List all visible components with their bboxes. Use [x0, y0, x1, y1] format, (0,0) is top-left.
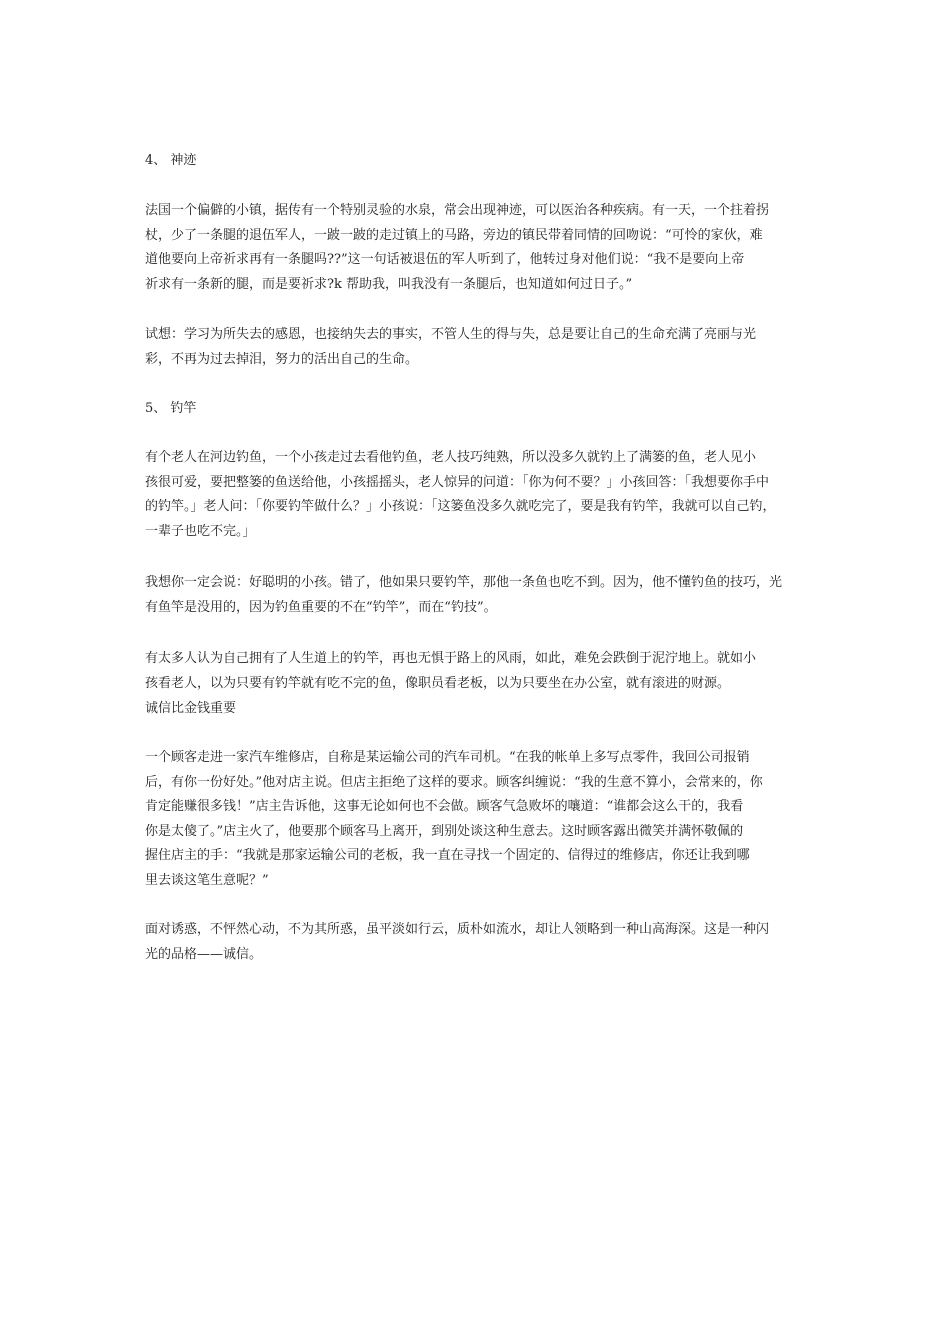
text-line: 一辈子也吃不完。」 — [145, 523, 256, 539]
paragraph-fishing-rod-lesson — [145, 647, 810, 696]
paragraph-miracle-reflection — [145, 323, 810, 372]
paragraph-fishing-rod-story — [145, 446, 810, 544]
paragraph-honesty-conclusion — [145, 918, 810, 967]
paragraph-fishing-rod-comment — [145, 571, 810, 620]
text-line: 里去谈这笔生意呢？” — [145, 872, 269, 888]
text-line: 有个老人在河边钓鱼，一个小孩走过去看他钓鱼，老人技巧纯熟，所以没多久就钓上了满篓的鱼，老人见小 — [145, 450, 757, 465]
text-line: 孩很可爱，要把整篓的鱼送给他，小孩摇摇头，老人惊异的问道：「你为何不要？」小孩回答：「我想要你手中 — [145, 474, 770, 490]
paragraph-miracle-story — [145, 199, 810, 297]
text-line: 肯定能赚很多钱！”店主告诉他，这事无论如何也不会做。顾客气急败坏的嚷道：“谁都会这么干的，我看 — [145, 799, 744, 815]
text-line: 握住店主的手：“我就是那家运输公司的老板，我一直在寻找一个固定的、信得过的维修店，你还让我到哪 — [145, 848, 750, 864]
section-heading-miracle: 4、 神迹 — [145, 153, 197, 168]
text-line: 后，有你一份好处。”他对店主说。但店主拒绝了这样的要求。顾客纠缠说：“我的生意不算小，会常来的，你 — [145, 774, 763, 790]
text-line: 我想你一定会说：好聪明的小孩。错了，他如果只要钓竿，那他一条鱼也吃不到。因为，他不懂钓鱼的技巧，光 — [145, 575, 783, 590]
text-line: 道他要向上帝祈求再有一条腿吗??”这一句话被退伍的军人听到了，他转过身对他们说：“我不是要向上帝 — [145, 252, 745, 268]
text-line: 的钓竿。」老人问：「你要钓竿做什么？」小孩说：「这篓鱼没多久就吃完了，要是我有钓竿，我就可以自己钓， — [145, 499, 776, 515]
text-line: 面对诱惑，不怦然心动，不为其所惑，虽平淡如行云，质朴如流水，却让人领略到一种山高海深。这是一种闪 — [145, 922, 770, 937]
text-line: 光的品格——诚信。 — [145, 946, 263, 962]
section-heading-honesty: 诚信比金钱重要 — [145, 701, 237, 716]
text-line: 有鱼竿是没用的，因为钓鱼重要的不在“钓竿”，而在“钓技”。 — [145, 599, 497, 615]
section-heading-fishing-rod: 5、 钓竿 — [145, 401, 197, 416]
paragraph-honesty-story — [145, 746, 810, 894]
text-line: 一个顾客走进一家汽车维修店，自称是某运输公司的汽车司机。“在我的帐单上多写点零件，我回公司报销 — [145, 750, 750, 765]
text-line: 彩，不再为过去掉泪，努力的活出自己的生命。 — [145, 351, 419, 367]
text-line: 法国一个偏僻的小镇，据传有一个特别灵验的水泉，常会出现神迹，可以医治各种疾病。有一天，一个拄着拐 — [145, 203, 770, 218]
text-line: 孩看老人，以为只要有钓竿就有吃不完的鱼，像职员看老板，以为只要坐在办公室，就有滚进的财源。 — [145, 675, 731, 691]
text-line: 祈求有一条新的腿，而是要祈求?k 帮助我，叫我没有一条腿后，也知道如何过日子。” — [145, 276, 633, 292]
text-line: 你是太傻了。”店主火了，他要那个顾客马上离开，到别处谈这种生意去。这时顾客露出微笑并满怀敬佩的 — [145, 823, 744, 839]
text-line: 有太多人认为自己拥有了人生道上的钓竿，再也无惧于路上的风雨，如此，难免会跌倒于泥泞地上。就如小 — [145, 651, 757, 666]
text-line: 试想：学习为所失去的感恩，也接纳失去的事实，不管人生的得与失，总是要让自己的生命充满了亮丽与光 — [145, 327, 757, 342]
text-line: 杖，少了一条腿的退伍军人，一跛一跛的走过镇上的马路，旁边的镇民带着同情的回吻说：“可怜的家伙，难 — [145, 227, 763, 243]
